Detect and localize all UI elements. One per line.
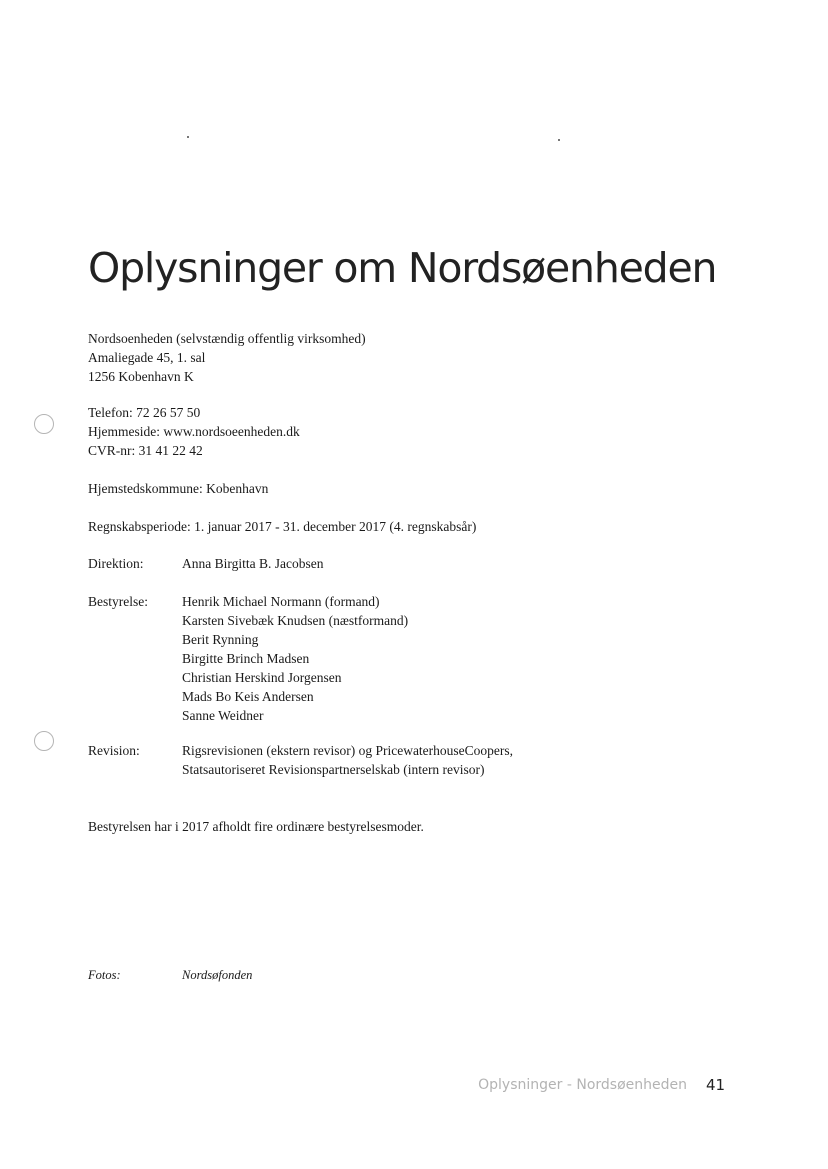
board-member: Sanne Weidner <box>182 708 264 723</box>
website: Hjemmeside: www.nordsoeenheden.dk <box>88 424 300 439</box>
photos-credit: Nordsøfonden <box>182 968 253 982</box>
scan-speck <box>187 136 189 138</box>
audit-label: Revision: <box>88 743 140 758</box>
municipality: Hjemstedskommune: Kobenhavn <box>88 481 269 496</box>
footer-title: Oplysninger - Nordsøenheden <box>478 1077 687 1093</box>
audit-line: Statsautoriseret Revisionspartnerselskab (intern revisor) <box>182 762 485 777</box>
audit-line: Rigsrevisionen (ekstern revisor) og PricewaterhouseCoopers, <box>182 743 514 758</box>
page-title: Oplysninger om Nordsøenheden <box>88 244 717 292</box>
meetings-text: Bestyrelsen har i 2017 afholdt fire ordinære bestyrelsesmoder. <box>88 819 424 834</box>
contact-block <box>88 403 300 460</box>
binder-hole <box>34 731 54 751</box>
address-block <box>88 329 366 386</box>
board-member: Karsten Sivebæk Knudsen (næstformand) <box>182 613 409 628</box>
phone: Telefon: 72 26 57 50 <box>88 405 201 420</box>
board-member: Birgitte Brinch Madsen <box>182 651 310 666</box>
binder-hole <box>34 414 54 434</box>
management-label: Direktion: <box>88 556 144 571</box>
board-member: Berit Rynning <box>182 632 259 647</box>
board-member: Mads Bo Keis Andersen <box>182 689 314 704</box>
scan-speck <box>558 139 560 141</box>
address-line: 1256 Kobenhavn K <box>88 369 194 384</box>
cvr-number: CVR-nr: 31 41 22 42 <box>88 443 203 458</box>
management-name: Anna Birgitta B. Jacobsen <box>182 556 324 571</box>
address-line: Amaliegade 45, 1. sal <box>88 350 206 365</box>
photos-label: Fotos: <box>88 968 121 982</box>
board-member: Henrik Michael Normann (formand) <box>182 594 380 609</box>
board-label: Bestyrelse: <box>88 594 148 609</box>
address-line: Nordsoenheden (selvstændig offentlig virksomhed) <box>88 331 366 346</box>
board-member: Christian Herskind Jorgensen <box>182 670 342 685</box>
page-number: 41 <box>706 1076 726 1094</box>
accounting-period: Regnskabsperiode: 1. januar 2017 - 31. december 2017 (4. regnskabsår) <box>88 519 477 534</box>
